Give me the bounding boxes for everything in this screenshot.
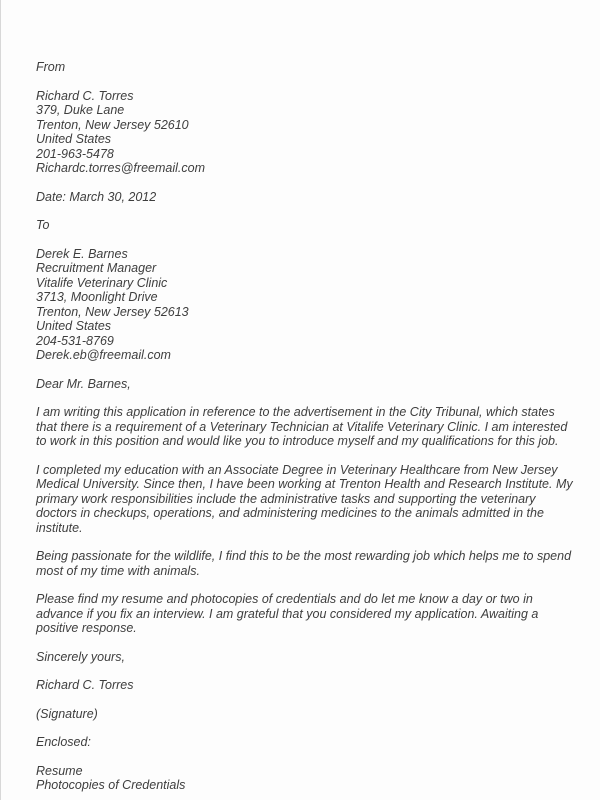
- sender-address-line: 379, Duke Lane: [36, 103, 125, 117]
- recipient-title: Recruitment Manager: [36, 261, 157, 275]
- body-paragraph-4: Please find my resume and photocopies of credentials and do let me know a day or two in advance if you fix an interview. I am grateful that you considered my application. Awaiting a positive response.: [36, 592, 539, 635]
- enclosure-list: [36, 764, 578, 793]
- recipient-name: Derek E. Barnes: [36, 246, 128, 261]
- sender-block: [36, 89, 578, 176]
- recipient-phone: 204-531-8769: [36, 333, 114, 348]
- body-paragraph-2: I completed my education with an Associate Degree in Veterinary Healthcare from New Jersey Medical University. Since then, I have been working at Trenton Health and Research Institute. My primary work responsibilities include the administrative tasks and supporting the veterinary doctors in checkups, operations, and administering medicines to the animals admitted in the institute.: [36, 462, 573, 535]
- salutation: Dear Mr. Barnes,: [36, 376, 131, 391]
- sender-address-line: United States: [36, 132, 112, 146]
- sender-phone: 201-963-5478: [36, 146, 114, 161]
- recipient-company: Vitalife Veterinary Clinic: [36, 275, 168, 290]
- enclosed-label: Enclosed:: [36, 735, 91, 749]
- sender-address-line: Trenton, New Jersey 52610: [36, 117, 189, 132]
- sender-name: Richard C. Torres: [36, 88, 134, 103]
- signature-name: Richard C. Torres: [36, 678, 134, 692]
- recipient-address-line: 3713, Moonlight Drive: [36, 290, 158, 304]
- body-paragraph-3: Being passionate for the wildlife, I find this to be the most rewarding job which helps me to spend most of my time with animals.: [36, 549, 572, 578]
- recipient-address-line: Trenton, New Jersey 52613: [36, 304, 189, 319]
- date-line: Date: March 30, 2012: [36, 189, 157, 204]
- from-label: From: [36, 60, 66, 74]
- recipient-address-line: United States: [36, 319, 112, 333]
- sender-email: Richardc.torres@freemail.com: [36, 161, 205, 175]
- to-label: To: [36, 218, 50, 232]
- recipient-email: Derek.eb@freemail.com: [36, 348, 171, 362]
- enclosure-item: Resume: [36, 763, 83, 778]
- enclosure-item: Photocopies of Credentials: [36, 778, 186, 792]
- signature-placeholder: (Signature): [36, 706, 98, 721]
- recipient-block: [36, 247, 578, 363]
- page-left-edge-line: [0, 0, 1, 800]
- closing: Sincerely yours,: [36, 649, 125, 664]
- body-paragraph-1: I am writing this application in reference to the advertisement in the City Tribunal, which states that there is a requirement of a Veterinary Technician at Vitalife Veterinary Clinic. I am interested to work in this position and would like you to introduce myself and my qualifications for this job.: [36, 405, 568, 448]
